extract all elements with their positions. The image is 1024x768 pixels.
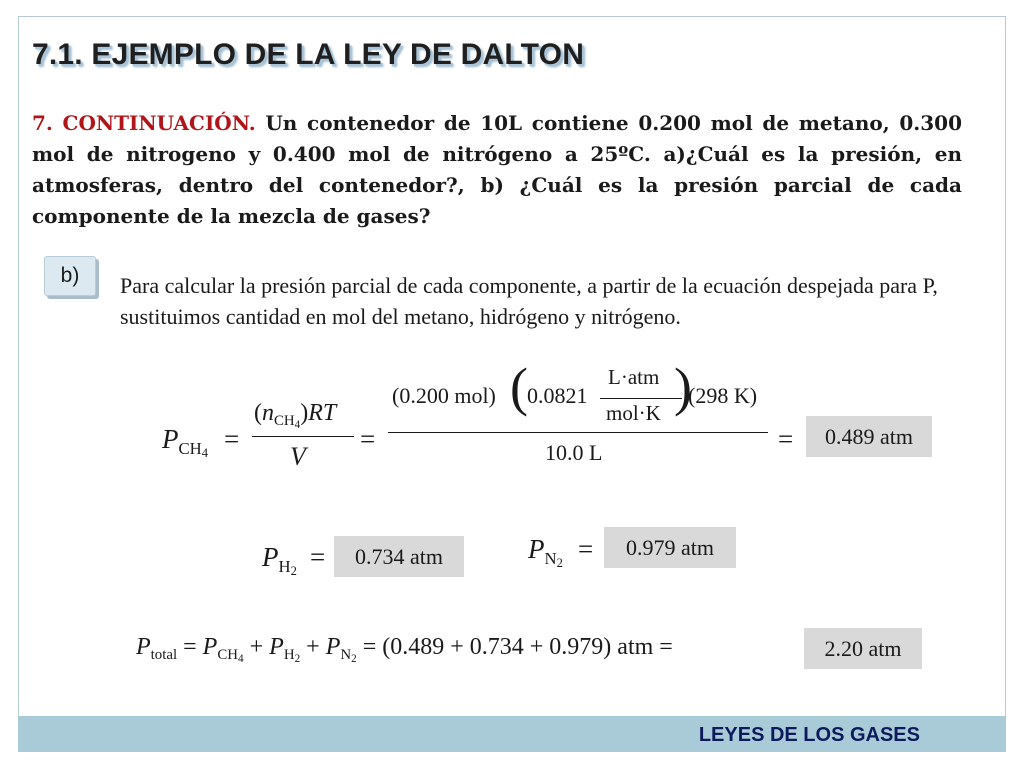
unit-denominator: mol·K <box>606 401 661 425</box>
p-ch4-label: $P_{CH4}$ <box>162 424 209 460</box>
problem-lead: 7. CONTINUACIÓN. <box>32 111 256 135</box>
equals-sign-3: = <box>778 424 794 454</box>
p-h2-label: $P_{H2}$ <box>262 542 297 578</box>
fraction2-denominator: 10.0 L <box>545 440 603 465</box>
part-b-badge: b) <box>44 256 96 296</box>
footer-label: LEYES DE LOS GASES <box>698 724 920 746</box>
problem-statement <box>32 108 962 232</box>
equals-sign-1: = <box>224 424 240 454</box>
big-paren-close: ) <box>674 357 692 417</box>
gas-constant-value: 0.0821 <box>527 383 588 408</box>
fraction1-denominator: V <box>290 442 306 471</box>
result-p-total: 2.20 atm <box>804 628 922 669</box>
fraction1-bar <box>252 436 354 437</box>
result-p-ch4: 0.489 atm <box>806 416 932 457</box>
equals-sign-2: = <box>360 424 376 454</box>
equals-sign-n2: = <box>578 534 594 564</box>
unit-fraction-bar <box>600 398 682 399</box>
unit-numerator: L·atm <box>608 365 660 389</box>
p-n2-label: $P_{N2}$ <box>528 534 563 570</box>
explanation-text: Para calcular la presión parcial de cada componente, a partir de la ecuación despejada para P, sustituimos cantidad en mol del metano, hidrógeno y nitrógeno. <box>120 273 938 329</box>
result-p-h2: 0.734 atm <box>334 536 464 577</box>
result-p-n2: 0.979 atm <box>604 527 736 568</box>
problem-text: Un contenedor de 10L contiene 0.200 mol de metano, 0.300 mol de nitrogeno y 0.400 mol de nitrógeno a 25ºC. a)¿Cuál es la presión, en atmosferas, dentro del contenedor?, b) ¿Cuál es la presión parcial de cada componente de la mezcla de gases? <box>32 111 962 228</box>
fraction2-numerator-right: (298 K) <box>688 383 758 408</box>
fraction2-numerator-left: (0.200 mol) <box>392 383 496 408</box>
slide-title: 7.1. EJEMPLO DE LA LEY DE DALTON <box>32 38 585 71</box>
total-pressure-equation: $P_{total} = P_{CH4} + P_{H2} + P_{N2} = (0.489 + 0.734 + 0.979)$ atm = <box>136 634 673 665</box>
fraction2-bar <box>388 432 768 433</box>
big-paren-open: ( <box>510 357 528 417</box>
fraction1-numerator: $(n_{CH4})RT$ <box>254 400 337 431</box>
equals-sign-h2: = <box>310 542 326 572</box>
